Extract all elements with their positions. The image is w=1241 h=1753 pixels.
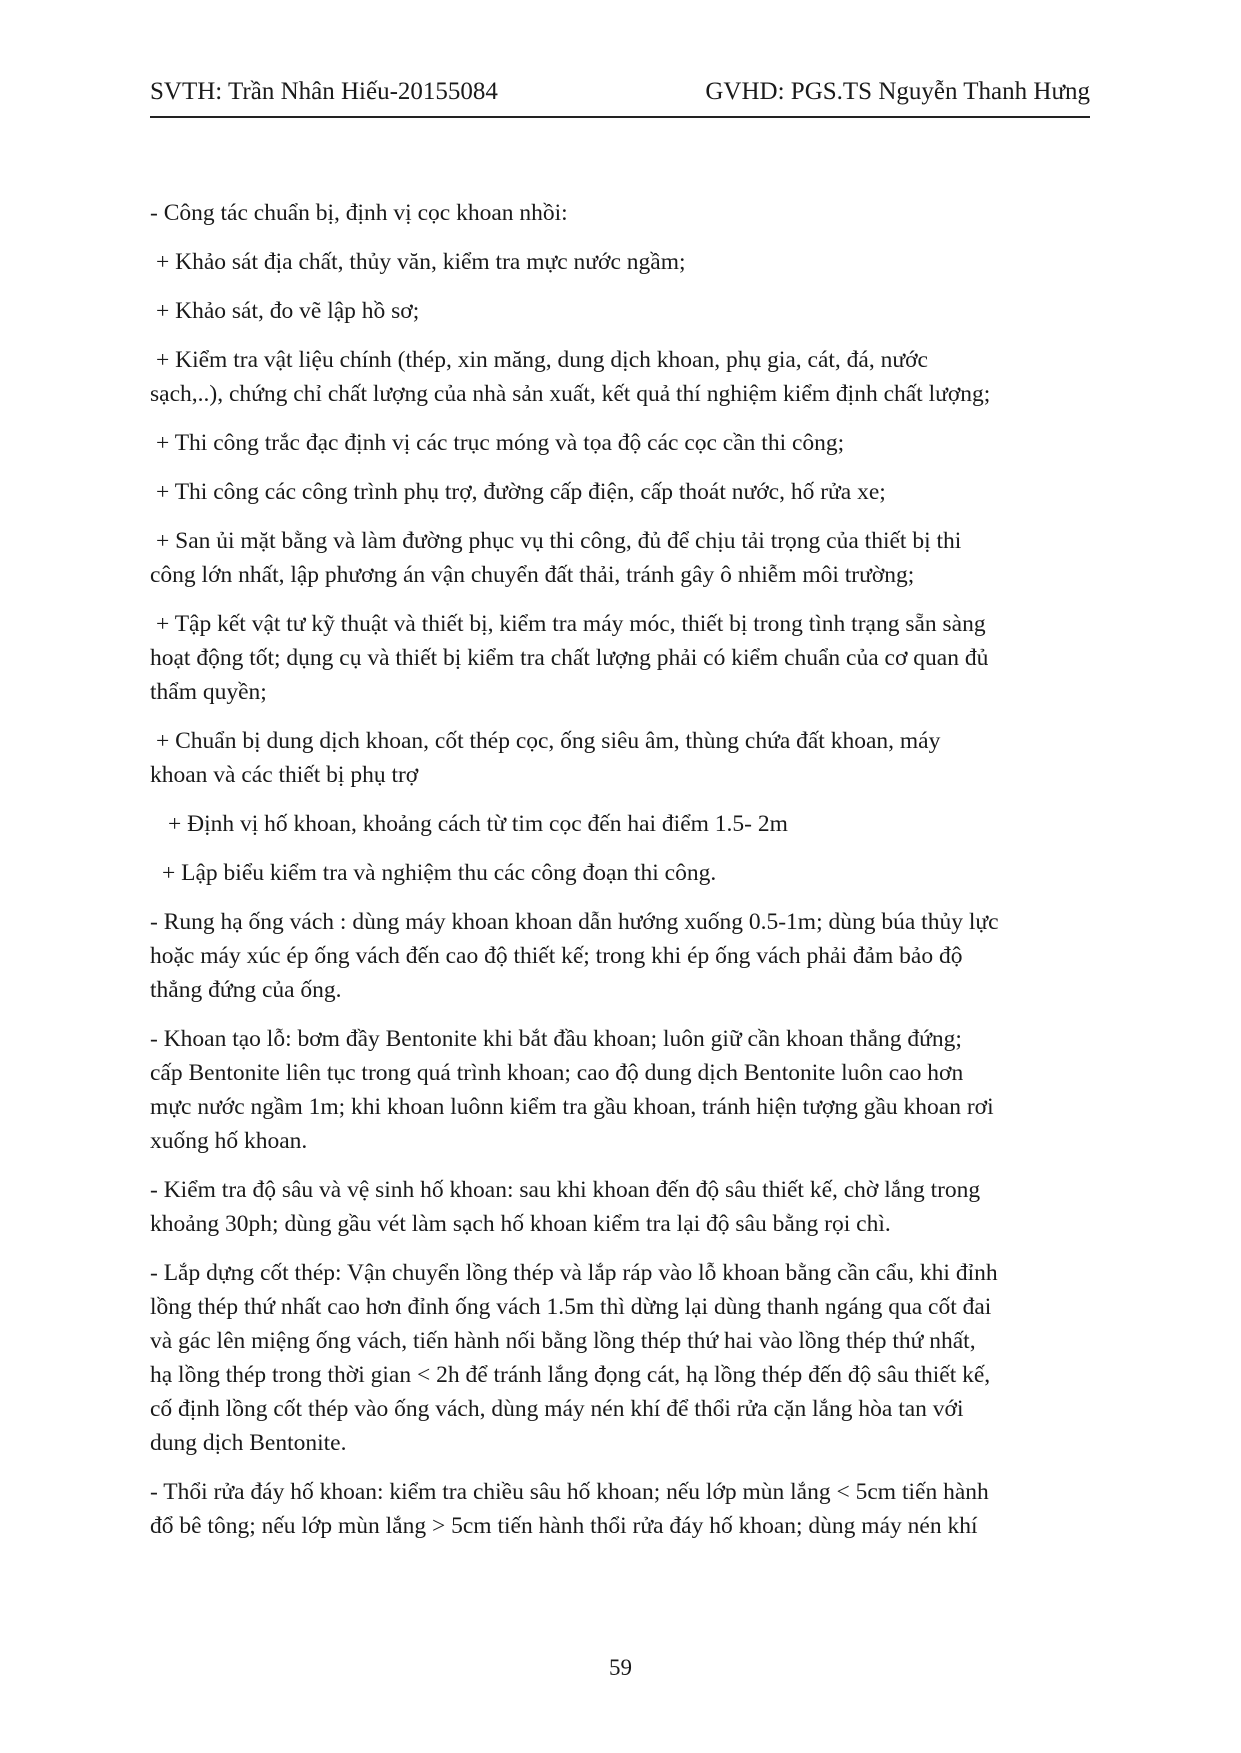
paragraph-inspection-forms [150, 856, 1090, 890]
paragraph-survey-axes [150, 426, 1090, 460]
paragraph-prep-heading [150, 196, 1090, 230]
text-line: sạch,..), chứng chỉ chất lượng của nhà sản xuất, kết quả thí nghiệm kiểm định chất lượng; [150, 381, 991, 407]
text-line: hoặc máy xúc ép ống vách đến cao độ thiết kế; trong khi ép ống vách phải đảm bảo độ [150, 943, 963, 969]
text-line: đổ bê tông; nếu lớp mùn lắng > 5cm tiến hành thổi rửa đáy hố khoan; dùng máy nén khí [150, 1513, 978, 1539]
paragraph-hole-positioning [150, 807, 1090, 841]
text-line: - Kiểm tra độ sâu và vệ sinh hố khoan: sau khi khoan đến độ sâu thiết kế, chờ lắng trong [150, 1177, 981, 1203]
paragraph-drilling [150, 1022, 1090, 1158]
text-line: + Kiểm tra vật liệu chính (thép, xin măng, dung dịch khoan, phụ gia, cát, đá, nước [156, 347, 928, 373]
text-line: + Thi công các công trình phụ trợ, đường cấp điện, cấp thoát nước, hố rửa xe; [156, 479, 886, 505]
text-line: - Thổi rửa đáy hố khoan: kiểm tra chiều sâu hố khoan; nếu lớp mùn lắng < 5cm tiến hành [150, 1479, 989, 1505]
paragraph-site-leveling [150, 524, 1090, 592]
text-line: khoan và các thiết bị phụ trợ [150, 762, 419, 788]
paragraph-depth-check [150, 1173, 1090, 1241]
page-number: 59 [609, 1655, 632, 1680]
body-text [150, 196, 1090, 1558]
paragraph-bottom-flushing [150, 1475, 1090, 1543]
text-line: + Khảo sát, đo vẽ lập hồ sơ; [156, 298, 420, 324]
page-header [150, 76, 1090, 118]
paragraph-rebar-install [150, 1256, 1090, 1460]
text-line: + Định vị hố khoan, khoảng cách từ tim cọc đến hai điểm 1.5- 2m [168, 811, 788, 837]
text-line: công lớn nhất, lập phương án vận chuyển đất thải, tránh gây ô nhiễm môi trường; [150, 562, 915, 588]
header-supervisor: GVHD: PGS.TS Nguyễn Thanh Hưng [705, 78, 1090, 105]
text-line: + Chuẩn bị dung dịch khoan, cốt thép cọc, ống siêu âm, thùng chứa đất khoan, máy [156, 728, 941, 754]
text-line: - Lắp dựng cốt thép: Vận chuyển lồng thép và lắp ráp vào lỗ khoan bằng cần cẩu, khi đỉnh [150, 1260, 998, 1286]
text-line: dung dịch Bentonite. [150, 1430, 347, 1456]
text-line: xuống hố khoan. [150, 1128, 308, 1154]
text-line: hạ lồng thép trong thời gian < 2h để tránh lắng đọng cát, hạ lồng thép đến độ sâu thiết kế, [150, 1362, 991, 1388]
text-line: thẳng đứng của ống. [150, 977, 342, 1003]
text-line: lồng thép thứ nhất cao hơn đỉnh ống vách 1.5m thì dừng lại dùng thanh ngáng qua cốt đai [150, 1294, 992, 1320]
text-line: + Tập kết vật tư kỹ thuật và thiết bị, kiểm tra máy móc, thiết bị trong tình trạng sẵn sàng [156, 611, 986, 637]
paragraph-survey-records [150, 294, 1090, 328]
text-line: + San ủi mặt bằng và làm đường phục vụ thi công, đủ để chịu tải trọng của thiết bị thi [156, 528, 962, 554]
paragraph-auxiliary-works [150, 475, 1090, 509]
text-line: cấp Bentonite liên tục trong quá trình khoan; cao độ dung dịch Bentonite luôn cao hơn [150, 1060, 964, 1086]
text-line: - Khoan tạo lỗ: bơm đầy Bentonite khi bắt đầu khoan; luôn giữ cần khoan thẳng đứng; [150, 1026, 962, 1052]
text-line: thẩm quyền; [150, 679, 267, 705]
text-line: + Thi công trắc đạc định vị các trục móng và tọa độ các cọc cần thi công; [156, 430, 845, 456]
text-line: - Rung hạ ống vách : dùng máy khoan khoan dẫn hướng xuống 0.5-1m; dùng búa thủy lực [150, 909, 999, 935]
text-line: hoạt động tốt; dụng cụ và thiết bị kiểm tra chất lượng phải có kiểm chuẩn của cơ quan đủ [150, 645, 989, 671]
text-line: + Khảo sát địa chất, thủy văn, kiểm tra mực nước ngầm; [156, 249, 686, 275]
text-line: cố định lồng cốt thép vào ống vách, dùng máy nén khí để thổi rửa cặn lắng hòa tan với [150, 1396, 964, 1422]
paragraph-drilling-fluid [150, 724, 1090, 792]
text-line: khoảng 30ph; dùng gầu vét làm sạch hố khoan kiểm tra lại độ sâu bằng rọi chì. [150, 1211, 891, 1237]
paragraph-casing [150, 905, 1090, 1007]
text-line: và gác lên miệng ống vách, tiến hành nối bằng lồng thép thứ hai vào lồng thép thứ nhất, [150, 1328, 976, 1354]
text-line: - Công tác chuẩn bị, định vị cọc khoan nhồi: [150, 200, 568, 226]
paragraph-equipment [150, 607, 1090, 709]
text-line: + Lập biểu kiểm tra và nghiệm thu các công đoạn thi công. [162, 860, 717, 886]
paragraph-survey-geology [150, 245, 1090, 279]
header-student: SVTH: Trần Nhân Hiếu-20155084 [150, 78, 498, 105]
text-line: mực nước ngầm 1m; khi khoan luônn kiểm tra gầu khoan, tránh hiện tượng gầu khoan rơi [150, 1094, 994, 1120]
paragraph-check-materials [150, 343, 1090, 411]
